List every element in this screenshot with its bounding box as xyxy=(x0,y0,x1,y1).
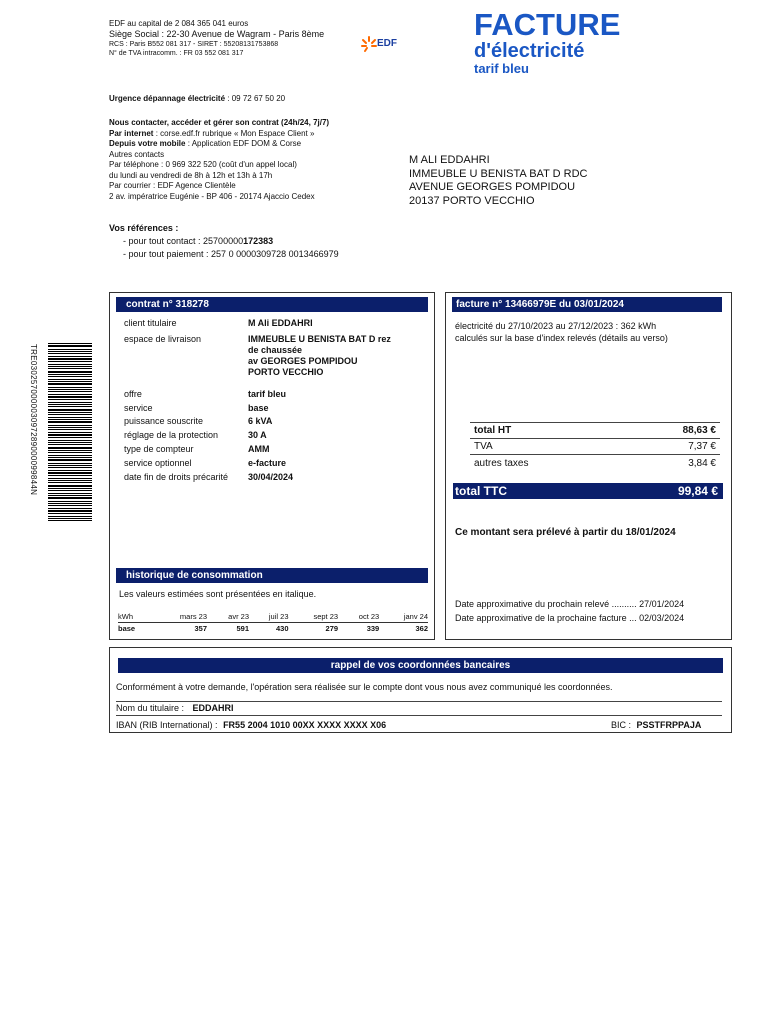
internet-value: : corse.edf.fr rubrique « Mon Espace Client » xyxy=(153,128,315,138)
edf-logo xyxy=(360,35,408,53)
barcode-bar xyxy=(48,497,92,499)
value-cell: 279 xyxy=(325,624,339,633)
iban-row xyxy=(116,720,386,731)
barcode-bar xyxy=(48,510,92,512)
history-note: Les valeurs estimées sont présentées en italique. xyxy=(119,589,317,599)
holder-row xyxy=(116,701,722,716)
barcode-bar xyxy=(48,459,92,461)
invoice-desc-1: électricité du 27/10/2023 au 27/12/2023 : 362 kWh xyxy=(455,321,657,331)
barcode-bar xyxy=(48,429,92,430)
logo-text: EDF xyxy=(377,38,397,49)
barcode-bar xyxy=(48,349,92,350)
barcode-bar xyxy=(48,455,92,456)
emergency-phone: : 09 72 67 50 20 xyxy=(225,94,286,103)
barcode-bar xyxy=(48,389,92,390)
barcode-bar xyxy=(48,381,92,382)
ref-contact-bold: 172383 xyxy=(243,236,274,246)
barcode-bar xyxy=(48,520,92,521)
barcode-bar xyxy=(48,391,92,392)
recipient-line: AVENUE GEORGES POMPIDOU xyxy=(409,181,576,193)
barcode-bar xyxy=(48,358,92,360)
barcode-bar xyxy=(48,482,92,483)
precarity-value: 30/04/2024 xyxy=(248,472,294,482)
month-cell: juil 23 xyxy=(249,611,288,623)
barcode-bar xyxy=(48,368,92,369)
total-ttc-row xyxy=(453,483,723,499)
iban-value: FR55 2004 1010 00XX XXXX XXXX X06 xyxy=(223,720,387,730)
barcode-bar xyxy=(48,379,92,380)
meter-value: AMM xyxy=(248,444,270,454)
power-value: 6 kVA xyxy=(248,416,273,426)
taxes-value: 3,84 € xyxy=(688,458,716,469)
barcode-bar xyxy=(48,501,92,502)
barcode-bar xyxy=(48,513,92,514)
company-capital: EDF au capital de 2 084 365 041 euros xyxy=(109,19,249,28)
unit-cell: kWh xyxy=(118,611,152,623)
recipient-line: 20137 PORTO VECCHIO xyxy=(409,194,535,207)
barcode-bar xyxy=(48,356,92,357)
company-rcs: RCS : Paris B552 081 317 - SIRET : 55208131753868 xyxy=(109,41,279,48)
bank-header: rappel de vos coordonnées bancaires xyxy=(118,658,723,673)
month-cell: oct 23 xyxy=(338,611,379,623)
barcode-bar xyxy=(48,394,92,395)
contact-line: Par téléphone : 0 969 322 520 (coût d'un appel local) xyxy=(109,160,297,169)
client-value: M Ali EDDAHRI xyxy=(248,318,313,328)
ref-contact-label: - pour tout contact : 25700000 xyxy=(123,236,244,246)
month-cell: sept 23 xyxy=(289,611,339,623)
barcode-bar xyxy=(48,508,92,509)
title-tariff: tarif bleu xyxy=(474,61,529,76)
meter-label: type de compteur xyxy=(124,444,194,454)
offer-label: offre xyxy=(124,389,142,399)
client-label: client titulaire xyxy=(124,318,177,328)
barcode-bar xyxy=(48,457,92,458)
barcode-bar xyxy=(48,472,92,474)
delivery-line: av GEORGES POMPIDOU xyxy=(248,356,358,366)
barcode-bar xyxy=(48,404,92,405)
bic-label: BIC : xyxy=(611,720,632,730)
bic-row xyxy=(611,720,701,731)
protection-value: 30 A xyxy=(248,430,267,440)
total-ht-value: 88,63 € xyxy=(682,425,716,436)
barcode-bar xyxy=(48,475,92,476)
barcode-bar xyxy=(48,470,92,471)
barcode-bar xyxy=(48,480,92,481)
barcode-bar xyxy=(48,478,92,479)
references-block xyxy=(109,222,339,261)
debit-notice: Ce montant sera prélevé à partir du 18/01/2024 xyxy=(455,527,676,538)
barcode-bar xyxy=(48,421,92,423)
value-cell: 430 xyxy=(275,624,289,633)
month-cell: janv 24 xyxy=(379,611,428,623)
barcode-bar xyxy=(48,366,92,367)
barcode-bar xyxy=(48,467,92,468)
barcode-bar xyxy=(48,465,92,466)
emergency-label: Urgence dépannage électricité xyxy=(109,94,226,103)
ref-payment: - pour tout paiement : 257 0 0000309728 0013466979 xyxy=(123,249,339,259)
barcode-bar xyxy=(48,351,92,352)
barcode-bar xyxy=(48,343,92,344)
barcode-bar xyxy=(48,505,92,506)
company-info xyxy=(109,18,324,58)
barcode-bar xyxy=(48,387,92,388)
barcode-bar xyxy=(48,425,92,426)
total-ttc-label: total TTC xyxy=(455,484,507,498)
barcode-bar xyxy=(48,417,92,418)
delivery-label: espace de livraison xyxy=(124,334,202,344)
contract-header: contrat n° 318278 xyxy=(116,297,428,312)
value-cell: 339 xyxy=(366,624,380,633)
barcode-bar xyxy=(48,516,92,517)
history-header: historique de consommation xyxy=(116,568,428,583)
delivery-line: IMMEUBLE U BENISTA BAT D rez xyxy=(248,334,391,344)
barcode-bar xyxy=(48,503,92,504)
contract-box xyxy=(109,292,435,640)
barcode-bar xyxy=(48,353,92,354)
holder-label: Nom du titulaire : xyxy=(116,703,185,713)
consumption-table xyxy=(118,611,428,634)
contact-heading: Nous contacter, accéder et gérer son contrat (24h/24, 7j/7) xyxy=(109,118,330,127)
tva-label: TVA xyxy=(474,441,493,452)
barcode-bar xyxy=(48,440,92,441)
tva-row xyxy=(470,439,720,455)
row-label-cell: base xyxy=(118,624,136,633)
offer-value: tarif bleu xyxy=(248,389,287,399)
taxes-label: autres taxes xyxy=(474,458,529,469)
precarity-label: date fin de droits précarité xyxy=(124,472,229,482)
barcode-bar xyxy=(48,437,92,438)
mobile-value: : Application EDF DOM & Corse xyxy=(185,139,302,148)
document-title xyxy=(474,9,620,76)
barcode-bar xyxy=(48,444,92,445)
service-label: service xyxy=(124,403,153,413)
invoice-header: facture n° 13466979E du 03/01/2024 xyxy=(452,297,722,312)
recipient-line: IMMEUBLE U BENISTA BAT D RDC xyxy=(409,167,588,180)
invoice-box xyxy=(445,292,732,640)
barcode-bar xyxy=(48,463,92,464)
barcode-bar xyxy=(48,518,92,519)
barcode-bar xyxy=(48,493,92,494)
contact-line: Par courrier : EDF Agence Clientèle xyxy=(109,181,236,190)
barcode-bar xyxy=(48,376,92,377)
barcode-bar xyxy=(48,396,92,398)
company-tva: N° de TVA intracomm. : FR 03 552 081 317 xyxy=(109,50,244,57)
title-sub: d'électricité xyxy=(474,40,585,62)
barcode-bar xyxy=(48,419,92,420)
barcode-text: TRE030257000003097289000099844N xyxy=(29,344,38,496)
iban-label: IBAN (RIB International) : xyxy=(116,720,218,730)
table-row xyxy=(118,623,428,635)
holder-value: EDDAHRI xyxy=(192,703,234,713)
total-ttc-value: 99,84 € xyxy=(677,484,718,498)
value-cell: 362 xyxy=(415,624,428,633)
barcode-bar xyxy=(48,383,92,385)
edf-sun-icon xyxy=(360,35,378,53)
barcode-bar xyxy=(48,412,92,413)
internet-label: Par internet xyxy=(109,128,154,138)
emergency-line xyxy=(109,94,285,103)
barcode-bar xyxy=(48,427,92,428)
service-value: base xyxy=(248,403,269,413)
contact-line: 2 av. impératrice Eugénie - BP 406 - 20174 Ajaccio Cedex xyxy=(109,191,315,201)
next-invoice-date: Date approximative de la prochaine facture ... 02/03/2024 xyxy=(455,613,685,623)
table-row xyxy=(118,611,428,623)
title-main: FACTURE xyxy=(474,7,621,42)
delivery-address xyxy=(248,334,428,378)
barcode-bar xyxy=(48,488,92,489)
barcode-bar xyxy=(48,442,92,443)
tva-value: 7,37 € xyxy=(688,441,716,452)
mobile-label: Depuis votre mobile xyxy=(109,139,186,148)
barcode-bar xyxy=(48,374,92,375)
barcode-bar xyxy=(48,450,92,451)
bank-note: Conformément à votre demande, l'opération sera réalisée sur le compte dont vous nous avez communiqué les coordonnées. xyxy=(116,682,613,692)
recipient-address xyxy=(409,154,587,208)
invoice-desc-2: calculés sur la base d'index relevés (détails au verso) xyxy=(455,333,668,343)
barcode xyxy=(48,343,92,523)
barcode-bar xyxy=(48,485,92,487)
power-label: puissance souscrite xyxy=(124,416,204,426)
barcode-bar xyxy=(48,345,92,347)
recipient-line: M ALI EDDAHRI xyxy=(409,154,490,166)
month-cell: mars 23 xyxy=(152,611,207,623)
value-cell: 591 xyxy=(236,624,250,633)
optional-service-label: service optionnel xyxy=(124,458,192,468)
month-cell: avr 23 xyxy=(207,611,249,623)
barcode-bar xyxy=(48,409,92,411)
barcode-bar xyxy=(48,434,92,436)
value-cell: 357 xyxy=(194,624,208,633)
barcode-bar xyxy=(48,414,92,415)
delivery-line: PORTO VECCHIO xyxy=(248,367,324,377)
taxes-row xyxy=(470,456,720,471)
barcode-bar xyxy=(48,490,92,491)
barcode-bar xyxy=(48,447,92,449)
contact-line: Autres contacts xyxy=(109,149,165,159)
contact-block xyxy=(109,118,329,202)
barcode-bar xyxy=(48,406,92,407)
delivery-line: de chaussée xyxy=(248,345,303,355)
next-reading-date: Date approximative du prochain relevé .......... 27/01/2024 xyxy=(455,599,685,609)
barcode-bar xyxy=(48,371,92,373)
barcode-bars xyxy=(48,343,92,523)
optional-service-value: e-facture xyxy=(248,458,287,468)
company-siege: Siège Social : 22-30 Avenue de Wagram - Paris 8ème xyxy=(109,29,325,39)
barcode-bar xyxy=(48,432,92,433)
barcode-bar xyxy=(48,361,92,362)
total-ht-row xyxy=(470,422,720,439)
bank-details-box xyxy=(109,647,732,733)
barcode-bar xyxy=(48,402,92,403)
barcode-bar xyxy=(48,364,92,365)
barcode-bar xyxy=(48,452,92,453)
protection-label: réglage de la protection xyxy=(124,430,219,440)
total-ht-label: total HT xyxy=(474,425,512,436)
bic-value: PSSTFRPPAJA xyxy=(636,720,702,730)
references-heading: Vos références : xyxy=(109,223,179,233)
barcode-bar xyxy=(48,399,92,400)
barcode-bar xyxy=(48,495,92,496)
contact-line: du lundi au vendredi de 8h à 12h et 13h à 17h xyxy=(109,170,273,180)
